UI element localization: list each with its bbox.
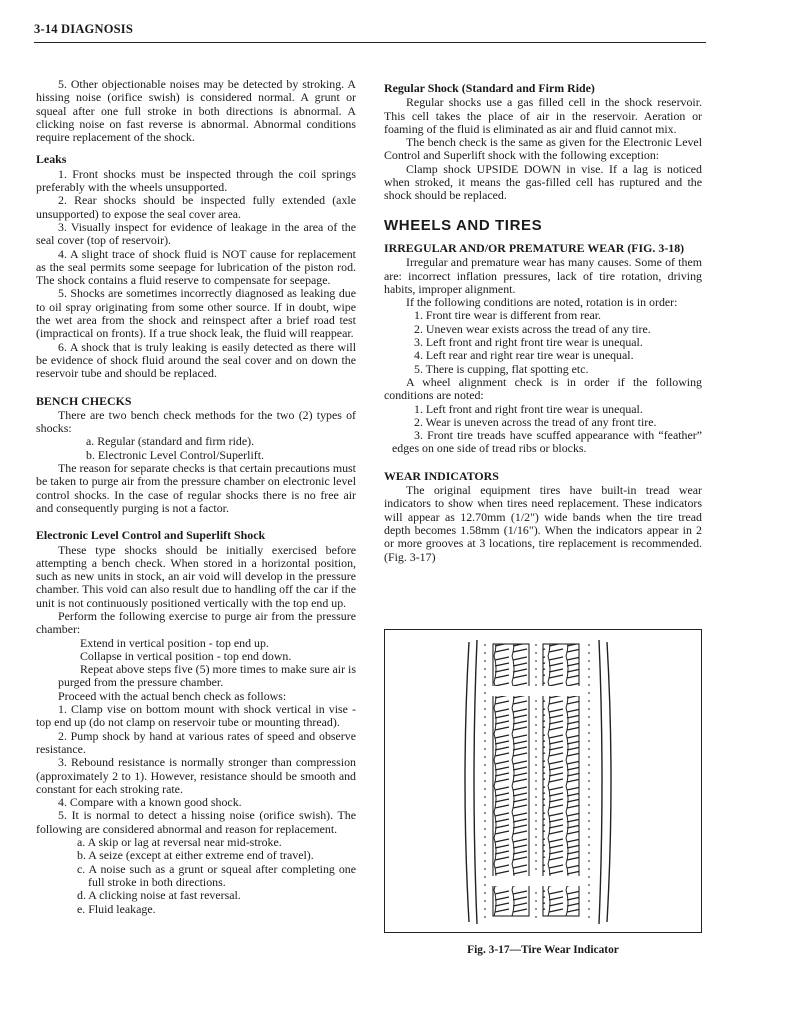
elc-paragraph: These type shocks should be initially exercised before attempting a bench check. When stored in a horizontal position, such as new units in stock, an air void will develop in the pressure chamber. This void can also result due to handling off the car if the unit is not continuously positioned vertically with the top end up. [36,542,356,610]
tire-tread-illustration [385,630,701,932]
alignment-item: 3. Front tire treads have scuffed appearance with “feather” edges on one side of tread ribs or blocks. [392,428,702,456]
alignment-item: 2. Wear is uneven across the tread of any front tire. [414,414,657,429]
header-rule [34,42,706,43]
alignment-item: 1. Left front and right front tire wear is unequal. [414,401,643,416]
elc-paragraph: Perform the following exercise to purge air from the pressure chamber: [36,608,356,637]
rotation-item: 1. Front tire wear is different from rear. [414,308,601,323]
regular-paragraph: Regular shocks use a gas filled cell in the shock reservoir. This cell takes the place of air in the reservoir. Aeration or foaming of the fluid is eliminated as air and fluid cannot mix. [384,95,702,136]
elc-step: Collapse in vertical position - top end down. [80,648,292,663]
abnormal-item: d. A clicking noise at fast reversal. [77,888,241,903]
leaks-item: 6. A shock that is truly leaking is easily detected as there will be evidence of shock fluid around the seal cover and on down the reservoir tube and should be replaced. [36,339,356,381]
regular-shock-heading: Regular Shock (Standard and Firm Ride) [384,81,595,95]
leaks-item: 3. Visually inspect for evidence of leakage in the area of the seal cover (top of reservoir). [36,219,356,248]
bench-type: b. Electronic Level Control/Superlift. [86,447,264,462]
tread-block [543,644,579,916]
section-title: WHEELS AND TIRES [384,216,543,234]
bench-reason: The reason for separate checks is that certain precautions must be taken to purge air from the pressure chamber on electronic level control shocks. In the case of regular shocks there is no free air and consequently purging is not a factor. [36,461,356,515]
left-column [36,78,356,916]
tire-wear-figure [384,629,702,933]
noises-paragraph: 5. Other objectionable noises may be detected by stroking. A hissing noise (orifice swish) is considered normal. A grunt or squeal after one full stroke in both directions is abnormal. A clicking noise on fast reverse is abnormal. Abnormal conditions require replacement of the shock. [36,77,356,145]
bench-checks-heading: BENCH CHECKS [36,393,132,408]
bench-step: 4. Compare with a known good shock. [58,795,242,810]
irregular-paragraph: Irregular and premature wear has many causes. Some of them are: incorrect inflation pressures, lack of tire rotation, driving habits, improper alignment. [384,255,702,296]
alignment-paragraph: A wheel alignment check is in order if the following conditions are noted: [384,374,702,403]
abnormal-item: b. A seize (except at either extreme end of travel). [77,848,314,863]
leaks-item: 4. A slight trace of shock fluid is NOT cause for replacement as the seal permits some seepage for lubrication of the piston rod. The shock contains a fluid reserve to compensate for seepage. [36,246,356,288]
rotation-item: 2. Uneven wear exists across the tread of any tire. [414,321,651,336]
elc-heading: Electronic Level Control and Superlift Shock [36,528,266,543]
leaks-heading: Leaks [36,152,67,167]
wear-indicators-heading: WEAR INDICATORS [384,468,499,483]
irregular-heading: IRREGULAR AND/OR PREMATURE WEAR (FIG. 3-18) [384,240,685,255]
leaks-item: 5. Shocks are sometimes incorrectly diagnosed as leaking due to oil spray originating from some other source. If in doubt, wipe the wet area from the shock and reinspect after a brief road test (impractical on fronts). If a true shock leak, the fluid will reappear. [36,286,356,341]
abnormal-item: a. A skip or lag at reversal near mid-stroke. [77,835,282,850]
abnormal-item: e. Fluid leakage. [77,901,156,916]
tread-block [493,644,529,916]
page-header: 3-14 DIAGNOSIS [34,22,133,36]
regular-paragraph: Clamp shock UPSIDE DOWN in vise. If a lag is noticed when stroked, it means the gas-filled cell has ruptured and the shock should be replaced. [384,161,702,203]
rotation-item: 3. Left front and right front tire wear is unequal. [414,335,643,350]
bench-step: 1. Clamp vise on bottom mount with shock vertical in vise - top end up (do not clamp on reservoir tube or mounting thread). [36,702,356,730]
abnormal-item: c. A noise such as a grunt or squeal after completing one full stroke in both directions. [77,861,356,889]
wear-paragraph: The original equipment tires have built-in tread wear indicators to show when tires need replacement. These indicators will appear as 12.70mm (1/2") wide bands when the tire tread depth becomes 1.58mm (1/16"). When the indicators appear in 2 or more grooves at 3 locations, tire replacement is recommended. (Fig. 3-17) [384,483,702,564]
irregular-paragraph: If the following conditions are noted, rotation is in order: [406,295,678,310]
bench-intro: There are two bench check methods for the two (2) types of shocks: [36,407,356,436]
leaks-item: 2. Rear shocks should be inspected fully extended (axle unsupported) to expose the seal cover area. [36,193,356,221]
right-column [384,82,702,564]
figure-caption: Fig. 3-17—Tire Wear Indicator [467,944,619,956]
bench-step: 5. It is normal to detect a hissing noise (orifice swish). The following are considered abnormal and reason for replacement. [36,808,356,836]
regular-paragraph: The bench check is the same as given for the Electronic Level Control and Superlift shock with the following exception: [384,135,702,163]
leaks-item: 1. Front shocks must be inspected through the coil springs preferably with the wheels unsupported. [36,166,356,195]
bench-type: a. Regular (standard and firm ride). [86,434,255,449]
elc-proceed: Proceed with the actual bench check as follows: [58,688,287,703]
bench-step: 3. Rebound resistance is normally stronger than compression (approximately 2 to 1). However, resistance should be smooth and constant for each stroking rate. [36,755,356,796]
bench-step: 2. Pump shock by hand at various rates of speed and observe resistance. [36,728,356,756]
elc-step: Repeat above steps five (5) more times to make sure air is purged from the pressure chamber. [58,662,356,690]
rotation-item: 4. Left rear and right rear tire wear is unequal. [414,348,634,363]
elc-step: Extend in vertical position - top end up. [80,635,269,650]
rotation-item: 5. There is cupping, flat spotting etc. [414,361,589,376]
